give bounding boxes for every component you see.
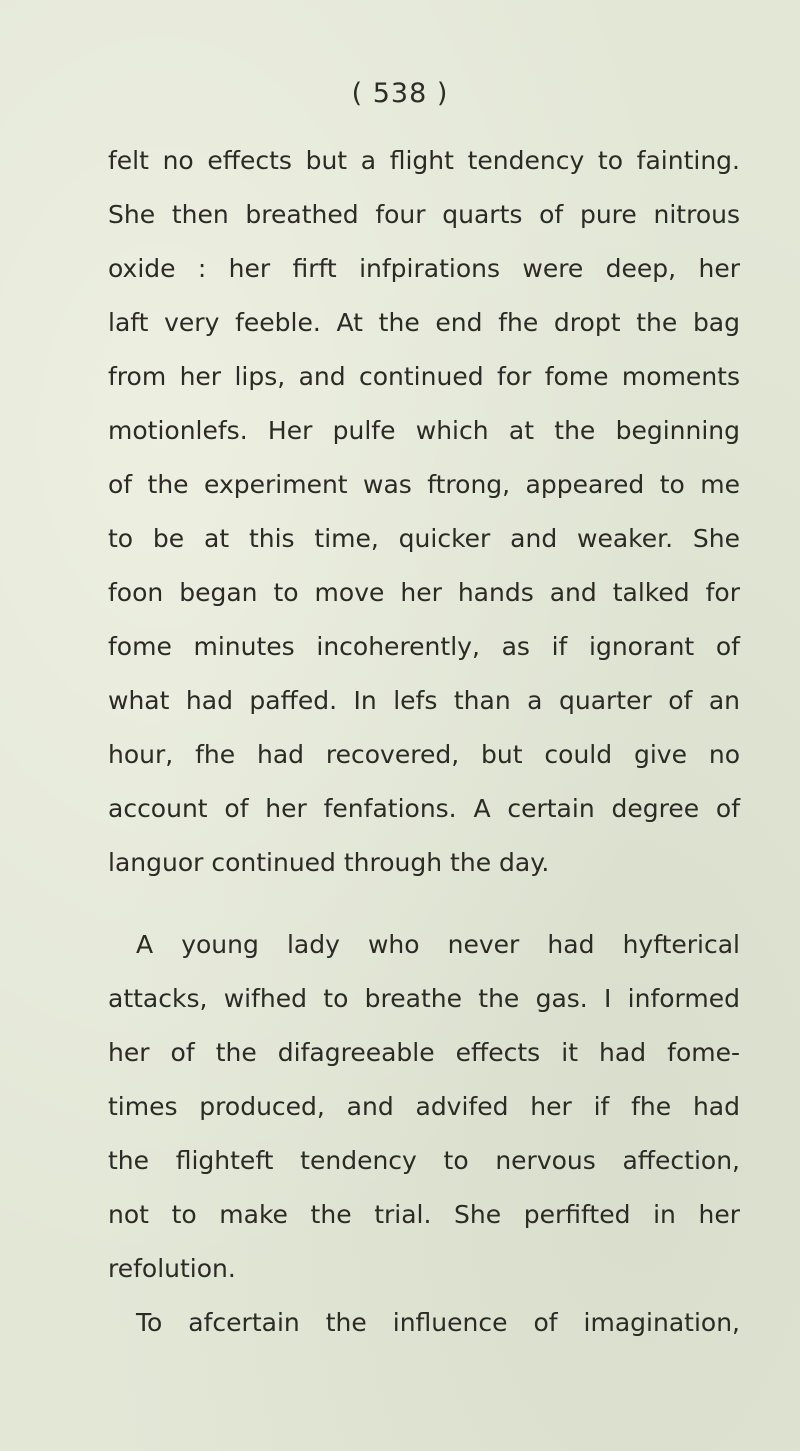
paragraph-3 (108, 1296, 740, 1350)
text-line: not to make the trial. She perfifted in her (108, 1200, 740, 1229)
text-line: felt no effects but a flight tendency to fainting. (108, 146, 740, 175)
paragraph-2 (108, 918, 740, 1296)
text-line: refolution. (108, 1254, 236, 1283)
text-line: what had paffed. In lefs than a quarter of an (108, 686, 740, 715)
text-line: oxide : her firft infpirations were deep, her (108, 254, 740, 283)
body-text (108, 134, 740, 1350)
text-line: her of the difagreeable effects it had fome- (108, 1038, 740, 1067)
text-line: languor continued through the day. (108, 848, 550, 877)
page-number: ( 538 ) (351, 78, 449, 109)
text-line: laft very feeble. At the end fhe dropt the bag (108, 308, 740, 337)
paragraph-1 (108, 134, 740, 890)
text-line: of the experiment was ftrong, appeared to me (108, 470, 740, 499)
text-line: fome minutes incoherently, as if ignorant of (108, 632, 740, 661)
text-line: She then breathed four quarts of pure nitrous (108, 200, 740, 229)
text-line: the flighteft tendency to nervous affection, (108, 1146, 740, 1175)
text-line: from her lips, and continued for fome moments (108, 362, 740, 391)
text-line: account of her fenfations. A certain degree of (108, 794, 740, 823)
text-line: A young lady who never had hyfterical (136, 930, 740, 959)
text-line: hour, fhe had recovered, but could give no (108, 740, 740, 769)
text-line: attacks, wifhed to breathe the gas. I informed (108, 984, 740, 1013)
text-line: to be at this time, quicker and weaker. She (108, 524, 740, 553)
text-line: foon began to move her hands and talked for (108, 578, 740, 607)
text-line: motionlefs. Her pulfe which at the beginning (108, 416, 740, 445)
paragraph-spacer (108, 890, 740, 918)
text-line: times produced, and advifed her if fhe had (108, 1092, 740, 1121)
text-line: To afcertain the influence of imagination, (136, 1308, 740, 1337)
